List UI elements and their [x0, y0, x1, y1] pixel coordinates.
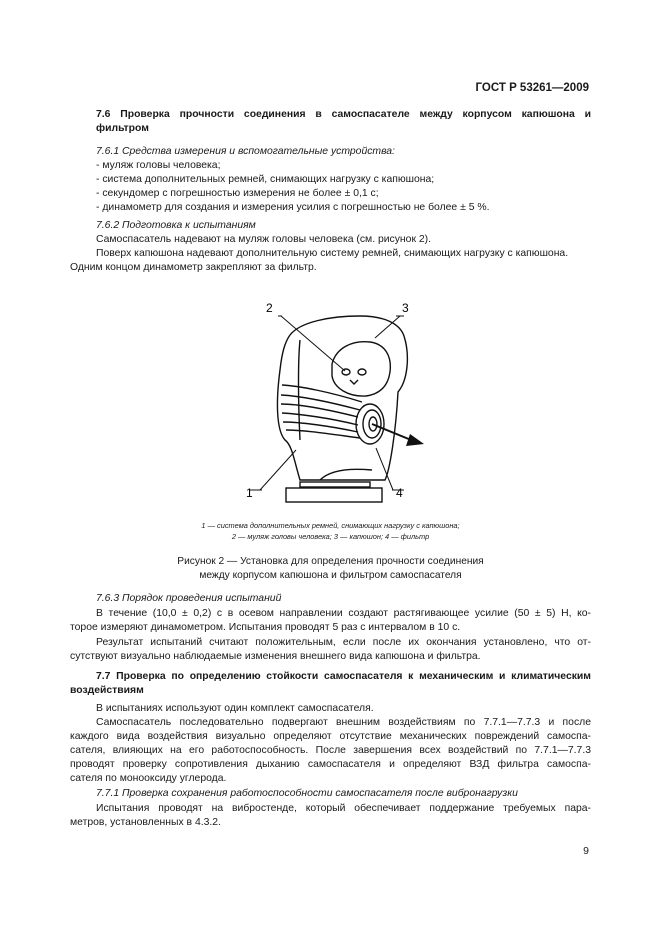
section-7-6-title-line2: фильтром — [96, 123, 149, 134]
document-header: ГОСТ Р 53261—2009 — [475, 82, 589, 94]
section-7-6-3-title: 7.6.3 Порядок проведения испытаний — [96, 593, 282, 604]
list-item: - секундомер с погрешностью измерения не более ± 0,1 с; — [96, 188, 379, 199]
section-7-6-title-line1: 7.6 Проверка прочности соединения в самоспасателе между корпусом капюшона и — [96, 109, 591, 120]
arrow-head-icon — [406, 434, 424, 446]
figure-label: 2 — [266, 301, 273, 315]
section-7-7-title-line1: 7.7 Проверка по определению стойкости самоспасателя к механическим и климатическим — [96, 671, 591, 682]
paragraph: каждого вида воздействия визуально определяют отсутствие механических повреждений самоспа- — [70, 731, 591, 742]
paragraph: Испытания проводят на вибростенде, который обеспечивает поддержание требуемых пара- — [96, 803, 591, 814]
paragraph: сутствуют визуально наблюдаемые изменения внешнего вида капюшона и фильтра. — [70, 651, 481, 662]
figure-legend-line1: 1 — система дополнительных ремней, снимающих нагрузку с капюшона; — [201, 521, 460, 530]
paragraph: метров, установленных в 4.3.2. — [70, 817, 221, 828]
figure-label: 3 — [402, 301, 409, 315]
paragraph: Самоспасатель надевают на муляж головы человека (см. рисунок 2). — [96, 234, 432, 245]
section-7-7-1-title: 7.7.1 Проверка сохранения работоспособности самоспасателя после вибронагрузки — [96, 788, 518, 799]
paragraph: В испытаниях используют один комплект самоспасателя. — [96, 703, 374, 714]
paragraph: Поверх капюшона надевают дополнительную систему ремней, снимающих нагрузку с капюшона. — [96, 248, 569, 259]
paragraph: торое измеряют динамометром. Испытания проводят 5 раз с интервалом в 10 с. — [70, 622, 461, 633]
paragraph: Самоспасатель последовательно подвергают внешним воздействиям по 7.7.1—7.7.3 и после — [96, 717, 591, 728]
figure-caption-line2: между корпусом капюшона и фильтром самоспасателя — [199, 570, 462, 581]
figure-caption-line1: Рисунок 2 — Установка для определения прочности соединения — [177, 556, 484, 567]
section-7-6-1-title: 7.6.1 Средства измерения и вспомогательные устройства: — [96, 146, 395, 157]
paragraph: В течение (10,0 ± 0,2) с в осевом направлении создают растягивающее усилие (50 ± 5) Н, ко- — [96, 608, 591, 619]
paragraph: Одним концом динамометр закрепляют за фильтр. — [70, 262, 317, 273]
paragraph: Результат испытаний считают положительным, если после их окончания установлено, что от- — [96, 637, 591, 648]
paragraph: сателя, влияющих на его работоспособность. После завершения всех воздействий по 7.7.1—7.7.3 — [70, 745, 591, 756]
section-7-6-2-title: 7.6.2 Подготовка к испытаниям — [96, 220, 256, 231]
figure-label: 4 — [396, 486, 403, 500]
section-7-7-title-line2: воздействиям — [70, 685, 144, 696]
page-number: 9 — [583, 845, 589, 857]
figure-2-illustration — [0, 290, 661, 520]
paragraph: сателя по монооксиду углерода. — [70, 773, 227, 784]
list-item: - муляж головы человека; — [96, 160, 221, 171]
paragraph: проводят проверку сопротивления дыханию самоспасателя и определяют ВЗД фильтра самоспа- — [70, 759, 591, 770]
list-item: - система дополнительных ремней, снимающих нагрузку с капюшона; — [96, 174, 435, 185]
figure-label: 1 — [246, 486, 253, 500]
list-item: - динамометр для создания и измерения усилия с погрешностью не более ± 5 %. — [96, 202, 490, 213]
figure-legend-line2: 2 — муляж головы человека; 3 — капюшон; 4 — фильтр — [231, 532, 430, 541]
